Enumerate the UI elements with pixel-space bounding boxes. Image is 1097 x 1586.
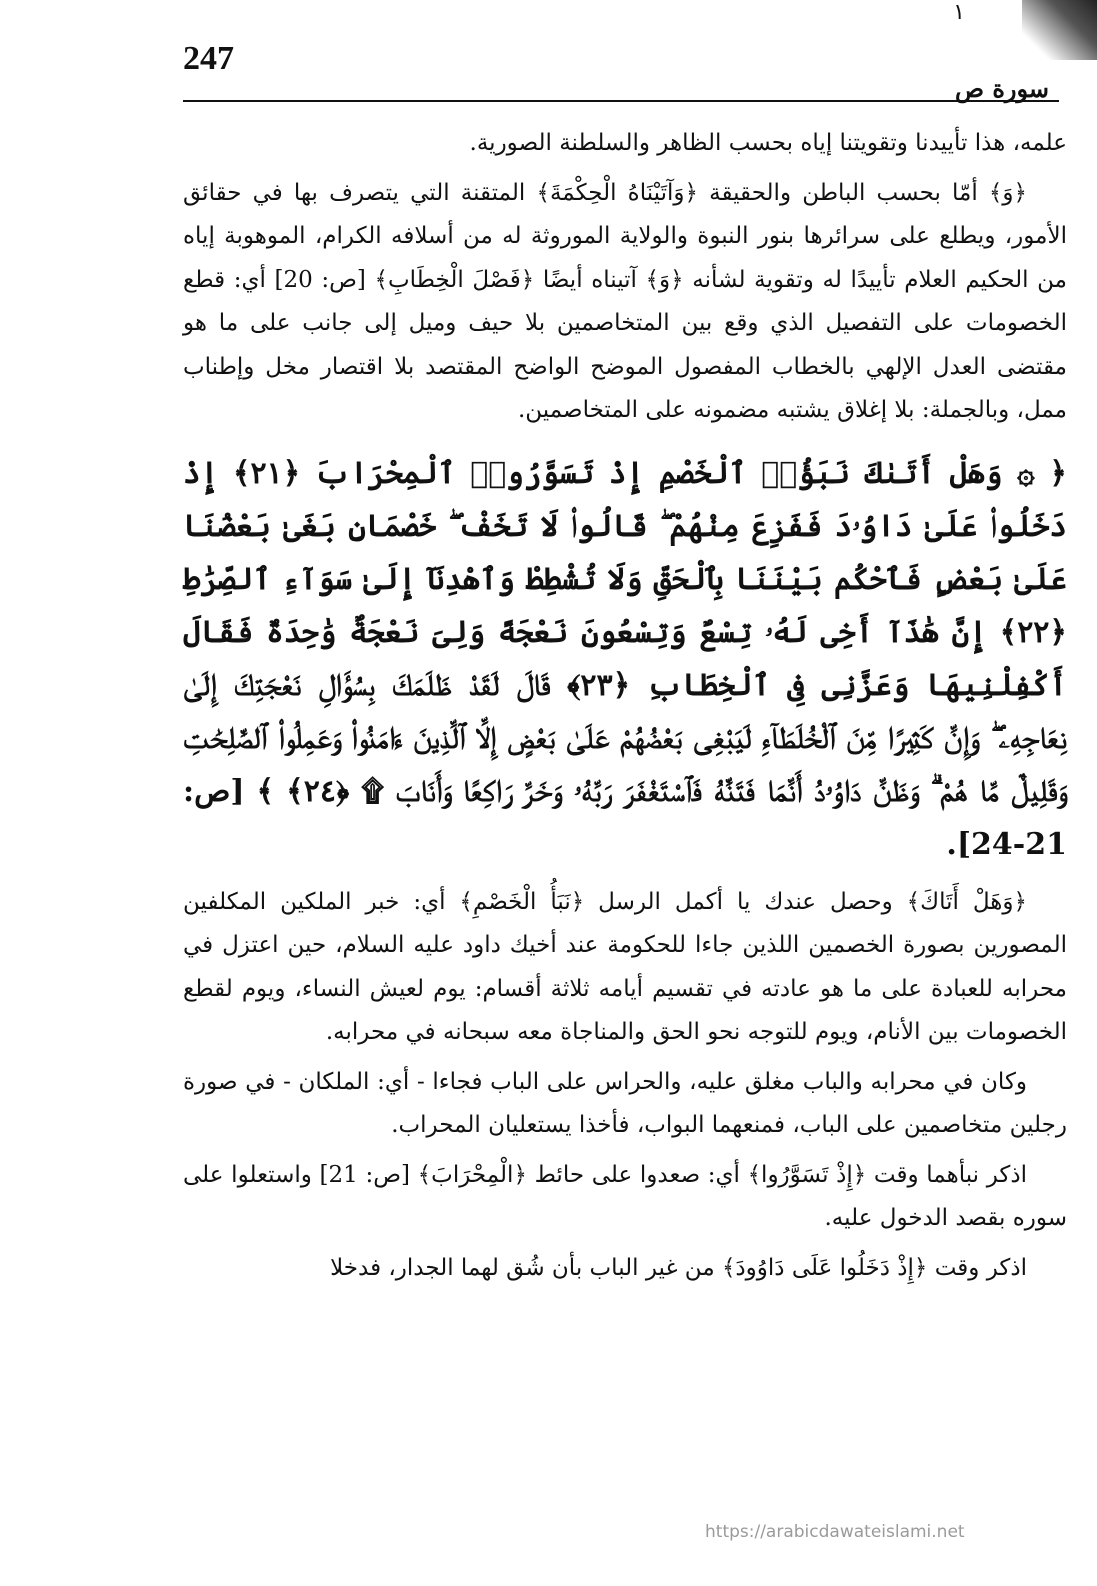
paragraph-5: اذكر نبأهما وقت ﴿إِذْ تَسَوَّرُوا﴾ أي: صعدوا على حائط ﴿الْمِحْرَابَ﴾ [ص: 21] واستعلوا على سوره بقصد الدخول عليه. [183,1161,1067,1231]
running-header-surah-title: سورة ص [954,74,1049,103]
paragraph-4: وكان في محرابه والباب مغلق عليه، والحراس على الباب فجاءا - أي: الملكان - في صورة رجلين متخاصمين على الباب، فمنعهما البواب، فأخذا يستعليان المحراب. [183,1068,1067,1138]
paragraph-3: ﴿وَهَلْ أَتَاكَ﴾ وحصل عندك يا أكمل الرسل ﴿نَبَأُ الْخَصْمِ﴾ أي: خبر الملكين المكلفين المصورين بصورة الخصمين اللذين جاءا للحكومة عند أخيك داود عليه السلام، حين اعتزل في محرابه للعبادة على ما هو عادته في تقسيم أيامه ثلاثة أقسام: يوم لعيش النساء، ويوم لقطع الخصومات بين الأنام، ويوم للتوجه نحو الحق والمناجاة معه سبحانه في محرابه. [183,888,1067,1045]
paragraph-6: اذكر وقت ﴿إِذْ دَخَلُوا عَلَى دَاوُودَ﴾ من غير الباب بأن شُق لهما الجدار، فدخلا [330,1254,1027,1281]
corner-mark: ١ [953,0,965,25]
watermark-url: https://arabicdawateislami.net [705,1522,965,1542]
header-rule [183,100,1059,102]
paragraph-1: علمه، هذا تأييدنا وتقويتنا إياه بحسب الظاهر والسلطنة الصورية. [469,130,1067,156]
paragraph-2: ﴿وَ﴾ أمّا بحسب الباطن والحقيقة ﴿وَآتَيْنَاهُ الْحِكْمَةَ﴾ المتقنة التي يتصرف بها في حقائق الأمور، ويطلع على سرائرها بنور النبوة والولاية الموروثة له من أسلافه الكرام، الموهوبة إياه من الحكيم العلام تأييدًا له وتقوية لشأنه ﴿وَ﴾ آتيناه أيضًا ﴿فَصْلَ الْخِطَابِ﴾ [ص: 20] أي: قطع الخصومات على التفصيل الذي وقع بين المتخاصمين بلا حيف وميل إلى جانب على ما هو مقتضى العدل الإلهي بالخطاب المفصول الموضح الواضح المقتصد بلا اقتصار مخل وإطناب ممل، وبالجملة: بلا إغلاق يشتبه مضمونه على المتخاصمين. [183,179,1068,423]
scan-edge-shadow [1022,0,1097,60]
quran-verses-block: ﴿ ۞ وَهَلْ أَتَىٰكَ نَبَؤُا۟ ٱلْخَصْمِ إِذْ تَسَوَّرُوا۟ ٱلْمِحْرَابَ ﴿٢١﴾ إِذْ دَخَلُوا۟ عَلَىٰ دَاوُۥدَ فَفَزِعَ مِنْهُمْ ۖ قَالُوا۟ لَا تَخَفْ ۖ خَصْمَانِ بَغَىٰ بَعْضُنَا عَلَىٰ بَعْضٍ فَٱحْكُم بَيْنَنَا بِٱلْحَقِّ وَلَا تُشْطِطْ وَٱهْدِنَآ إِلَىٰ سَوَآءِ ٱلصِّرَٰطِ ﴿٢٢﴾ إِنَّ هَٰذَآ أَخِى لَهُۥ تِسْعٌ وَتِسْعُونَ نَعْجَةً وَلِىَ نَعْجَةٌ وَٰحِدَةٌ فَقَالَ أَكْفِلْنِيهَا وَعَزَّنِى فِى ٱلْخِطَابِ ﴿٢٣﴾ قَالَ لَقَدْ ظَلَمَكَ بِسُؤَالِ نَعْجَتِكَ إِلَىٰ نِعَاجِهِۦ ۖ وَإِنَّ كَثِيرًا مِّنَ ٱلْخُلَطَآءِ لَيَبْغِى بَعْضُهُمْ عَلَىٰ بَعْضٍ إِلَّا ٱلَّذِينَ ءَامَنُوا۟ وَعَمِلُوا۟ ٱلصَّٰلِحَٰتِ وَقَلِيلٌ مَّا هُمْ ۗ وَظَنَّ دَاوُۥدُ أَنَّمَا فَتَنَّٰهُ فَٱسْتَغْفَرَ رَبَّهُۥ وَخَرَّ رَاكِعًا وَأَنَابَ ۩ ﴿٢٤﴾ ﴾ [ص: 21-24]. [183,455,1067,862]
page-number: 247 [183,40,234,77]
page-body [183,122,1067,1296]
